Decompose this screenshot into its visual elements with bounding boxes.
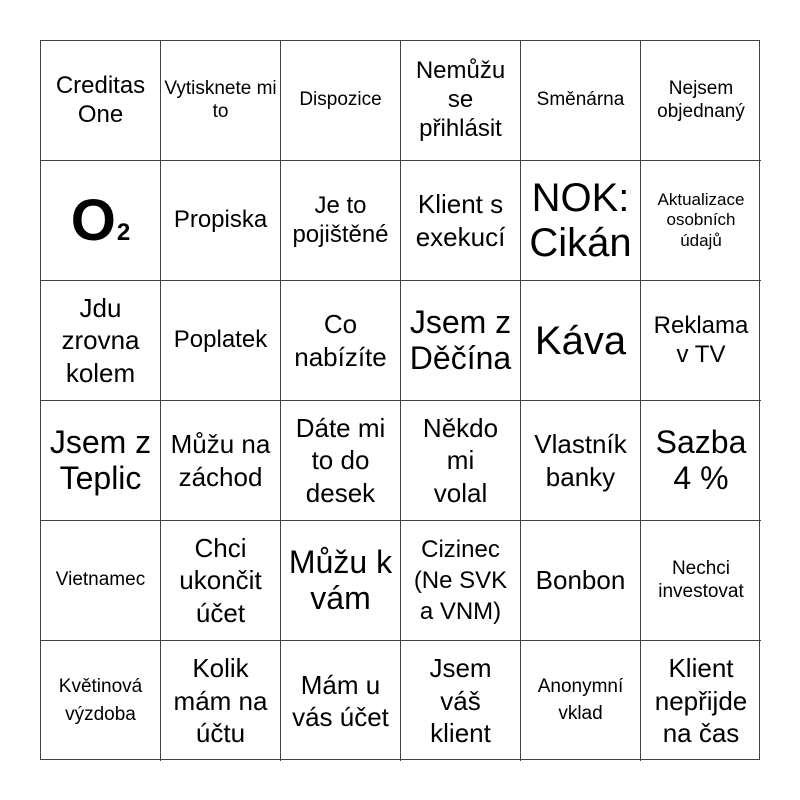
cell-label: Můžu k vám [288,543,393,616]
bingo-cell [401,41,521,161]
cell-label: Bonbon [535,565,626,596]
o2-logo-icon [70,187,131,253]
bingo-cell [521,641,641,761]
cell-label: Směnárna [536,89,625,111]
cell-label: Reklama v TV [653,311,749,368]
bingo-cell [641,641,761,761]
cell-label: Jdu zrovna kolem [61,292,140,388]
bingo-cell [281,521,401,641]
bingo-cell [281,41,401,161]
bingo-cell [521,521,641,641]
bingo-cell [401,401,521,521]
cell-label: Květinová výzdoba [58,676,143,725]
bingo-cell [521,281,641,401]
cell-label: Vietnamec [55,569,146,591]
bingo-cell [161,521,281,641]
bingo-cell [281,401,401,521]
cell-label: Někdo mi volal [422,412,499,508]
cell-label: Dispozice [299,89,382,111]
cell-label: Vytisknete mi to [164,77,277,122]
bingo-cell [641,521,761,641]
cell-label: Káva [534,318,627,363]
cell-label: Cizinec (Ne SVK a VNM) [413,535,508,626]
cell-label: Creditas One [55,71,146,128]
bingo-cell [161,41,281,161]
cell-label: Mám u vás účet [292,669,389,732]
bingo-cell [41,641,161,761]
cell-label: Propiska [173,206,268,234]
logo-letter: O [70,187,116,253]
bingo-cell [161,641,281,761]
bingo-cell [281,161,401,281]
cell-label: Nejsem objednaný [657,77,745,122]
logo-subscript: 2 [116,218,131,246]
cell-label: Jsem z Děčína [409,303,512,376]
cell-label: NOK: Cikán [529,175,632,265]
cell-label: Anonymní vklad [537,676,624,724]
bingo-cell [521,401,641,521]
bingo-cell [521,161,641,281]
cell-label: Aktualizace osobních údajů [657,189,745,250]
bingo-cell [161,401,281,521]
cell-label: Co nabízíte [294,309,387,372]
bingo-cell [161,281,281,401]
cell-label: Jsem váš klient [429,653,492,749]
bingo-cell [281,281,401,401]
bingo-cell [401,161,521,281]
bingo-cell [41,41,161,161]
cell-label: Poplatek [173,326,268,354]
bingo-cell [641,41,761,161]
cell-label: Můžu na záchod [170,429,271,492]
cell-label: Vlastník banky [534,429,627,492]
cell-label: Nechci investovat [658,557,744,602]
cell-label: Kolik mám na účtu [173,653,268,749]
bingo-cell [281,641,401,761]
cell-label: Klient s exekucí [415,189,506,252]
bingo-cell [641,401,761,521]
bingo-cell [401,641,521,761]
bingo-cell [641,281,761,401]
cell-label: Nemůžu se přihlásit [415,57,506,142]
bingo-board [40,40,760,760]
bingo-cell [41,521,161,641]
cell-label: Jsem z Teplic [49,423,152,496]
cell-label: Chci ukončit účet [179,532,262,628]
bingo-cell [41,281,161,401]
bingo-cell [401,281,521,401]
cell-label: Klient nepřijde na čas [654,653,748,749]
cell-label: Sazba 4 % [655,423,747,496]
bingo-cell [401,521,521,641]
bingo-cell [641,161,761,281]
cell-label: Je to pojištěné [292,191,389,248]
bingo-cell [521,41,641,161]
cell-label: Dáte mi to do desek [295,412,386,508]
bingo-cell [41,161,161,281]
bingo-cell [41,401,161,521]
bingo-cell [161,161,281,281]
